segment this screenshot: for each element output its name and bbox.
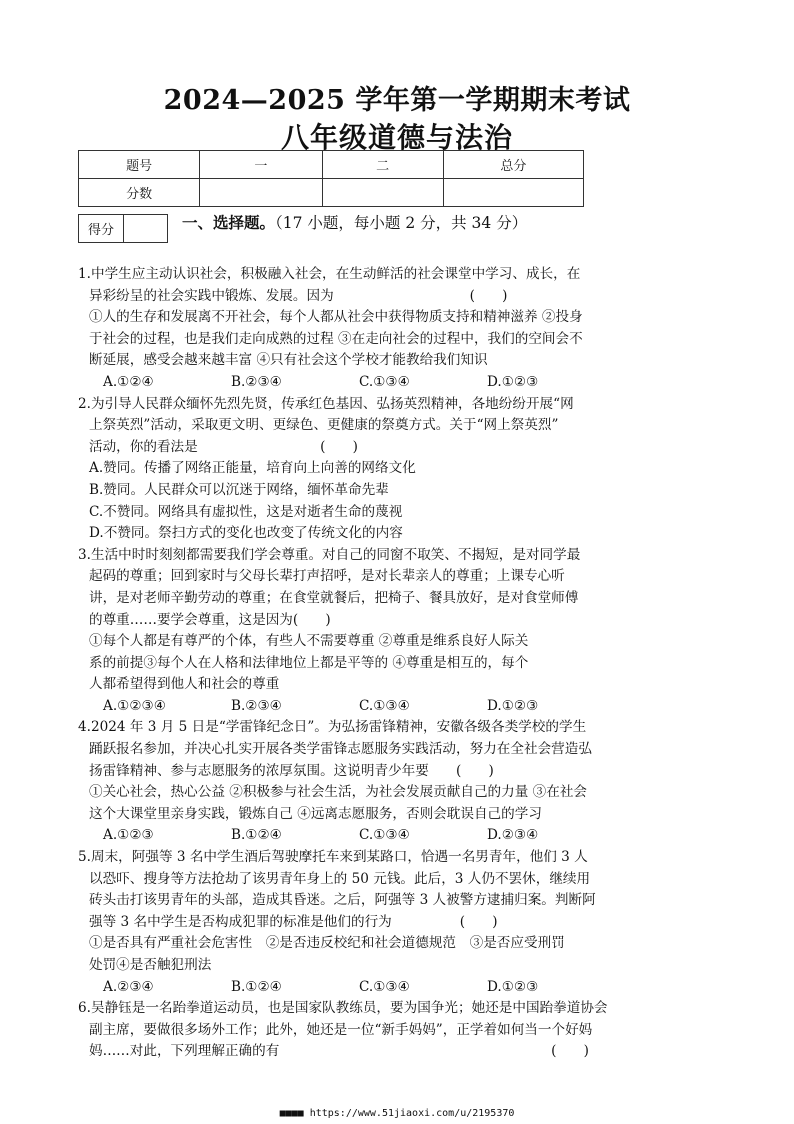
section-note: （17 小题，每小题 2 分，共 34 分） [275, 214, 528, 232]
question-line: 处罚④是否触犯刑法 [89, 957, 212, 973]
table-row [79, 151, 584, 179]
question-line: 异彩纷呈的社会实践中锻炼、发展。因为 ( ) [89, 287, 508, 304]
option-row [78, 977, 708, 999]
question-line: 人都希望得到他人和社会的尊重 [89, 676, 280, 693]
defen-label: 得分 [79, 215, 124, 243]
question-line: ①每个人都是有尊严的个体，有些人不需要尊重 ②尊重是维系良好人际关 [89, 633, 529, 650]
question-line: 于社会的过程，也是我们走向成熟的过程 ③在走向社会的过程中，我们的空间会不 [89, 330, 583, 347]
subject-title: 八年级道德与法治 [280, 121, 513, 154]
option-d: D.①②③ [487, 978, 539, 995]
footer-url[interactable]: ■■■■ https://www.51jiaoxi.com/u/2195370 [279, 1108, 515, 1119]
table-cell: 总分 [443, 151, 583, 179]
score-table [78, 150, 584, 207]
question-line: 5.周末，阿强等 3 名中学生酒后驾驶摩托车来到某路口，恰遇一名男青年，他们 3 人 [78, 849, 588, 866]
question-line: 1.中学生应主动认识社会，积极融入社会，在生动鲜活的社会课堂中学习、成长，在 [78, 266, 581, 282]
table-row [79, 179, 584, 207]
option-b: B.①②④ [231, 827, 282, 844]
question-line: 以恐吓、搜身等方法抢劫了该男青年身上的 50 元钱。此后，3 人仍不罢休，继续用 [89, 870, 591, 887]
option-a: A.①②③ [103, 827, 154, 844]
table-cell [200, 179, 322, 207]
question-line: 活动，你的看法是 ( ) [89, 438, 358, 455]
exam-title: 2024—2025 学年第一学期期末考试 [163, 85, 631, 116]
question-line: 妈……对此，下列理解正确的有 ( ) [89, 1043, 589, 1060]
question-line: ①关心社会，热心公益 ②积极参与社会生活，为社会发展贡献自己的力量 ③在社会 [89, 784, 588, 801]
question-line: 4.2024 年 3 月 5 日是“学雷锋纪念日”。为弘扬雷锋精神，安徽各级各类学校的学生 [78, 719, 587, 736]
question-line: ①人的生存和发展离不开社会，每个人都从社会中获得物质支持和精神滋养 ②投身 [89, 309, 583, 326]
table-cell: 二 [322, 151, 443, 179]
question-line: 讲，是对老师辛勤劳动的尊重；在食堂就餐后，把椅子、餐具放好，是对食堂师傅 [89, 589, 579, 606]
question-line: 断延展，感受会越来越丰富 ④只有社会这个学校才能教给我们知识 [89, 352, 488, 369]
option-d: D.①②③ [487, 373, 539, 390]
question-list [78, 264, 708, 1063]
question-line: 强等 3 名中学生是否构成犯罪的标准是他们的行为 ( ) [89, 913, 498, 930]
question-line: 起码的尊重；回到家时与父母长辈打声招呼，是对长辈亲人的尊重；上课专心听 [89, 568, 565, 585]
table-cell [322, 179, 443, 207]
option-d: D.①②③ [487, 697, 539, 714]
option-d: D.②③④ [487, 827, 539, 844]
table-cell: 题号 [79, 151, 200, 179]
question-line: 6.吴静钰是一名跆拳道运动员，也是国家队教练员，要为国争光；她还是中国跆拳道协会 [78, 1000, 608, 1017]
section-title: 一、选择题。 [182, 213, 276, 232]
option-c: C.①③④ [359, 697, 410, 714]
option-b: B.②③④ [231, 697, 282, 714]
table-cell: 分数 [79, 179, 200, 207]
defen-blank [124, 215, 168, 243]
table-cell: 一 [200, 151, 322, 179]
question-line: 砖头击打该男青年的头部，造成其昏迷。之后，阿强等 3 人被警方逮捕归案。判断阿 [89, 892, 596, 909]
question-line: 2.为引导人民群众缅怀先烈先贤，传承红色基因、弘扬英烈精神，各地纷纷开展“网 [78, 395, 574, 412]
option-a: A.②③④ [103, 978, 154, 995]
question-line: 副主席，要做很多场外工作；此外，她还是一位“新手妈妈”，正学着如何当一个好妈 [89, 1021, 593, 1038]
option-c: C.①③④ [359, 827, 410, 844]
option-a: A.①②③④ [103, 697, 166, 714]
question-line: 系的前提③每个人在人格和法律地位上都是平等的 ④尊重是相互的，每个 [89, 654, 529, 671]
question-line: 踊跃报名参加，并决心扎实开展各类学雷锋志愿服务实践活动，努力在全社会营造弘 [89, 741, 592, 758]
option-row [78, 825, 708, 847]
question-line: ①是否具有严重社会危害性 ②是否违反校纪和社会道德规范 ③是否应受刑罚 [89, 935, 565, 952]
option-b: B.②③④ [231, 373, 282, 390]
question-line: 的尊重……要学会尊重，这是因为( ) [89, 611, 331, 628]
choice-c: C.不赞同。网络具有虚拟性，这是对逝者生命的蔑视 [89, 503, 403, 520]
option-a: A.①②④ [103, 373, 154, 390]
option-row [78, 696, 708, 718]
option-row [78, 372, 708, 394]
option-c: C.①③④ [359, 373, 410, 390]
question-line: 3.生活中时时刻刻都需要我们学会尊重。对自己的同窗不取笑、不揭短，是对同学最 [78, 546, 581, 563]
choice-a: A.赞同。传播了网络正能量，培育向上向善的网络文化 [89, 460, 416, 477]
option-c: C.①③④ [359, 978, 410, 995]
table-cell [443, 179, 583, 207]
choice-d: D.不赞同。祭扫方式的变化也改变了传统文化的内容 [89, 525, 403, 542]
choice-b: B.赞同。人民群众可以沉迷于网络，缅怀革命先辈 [89, 481, 389, 498]
question-line: 上祭英烈”活动，采取更文明、更绿色、更健康的祭奠方式。关于“网上祭英烈” [89, 417, 559, 434]
option-b: B.①②④ [231, 978, 282, 995]
question-line: 这个大课堂里亲身实践，锻炼自己 ④远离志愿服务，否则会耽误自己的学习 [89, 805, 542, 822]
question-line: 扬雷锋精神、参与志愿服务的浓厚氛围。这说明青少年要 ( ) [89, 762, 494, 779]
section-heading [182, 211, 527, 233]
defen-box [78, 214, 168, 243]
